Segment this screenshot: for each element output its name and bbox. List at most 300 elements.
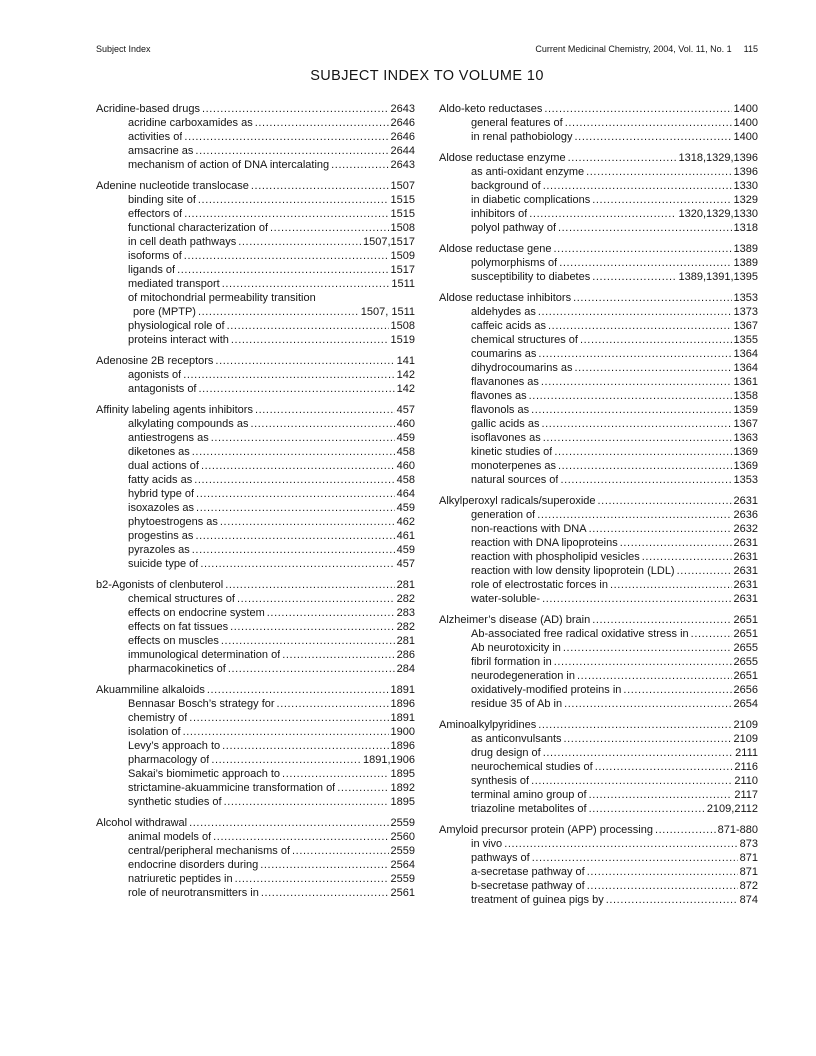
dot-leader — [225, 578, 394, 592]
dot-leader — [227, 319, 389, 333]
dot-leader — [542, 592, 731, 606]
index-subentry — [96, 116, 415, 130]
index-subentry — [96, 501, 415, 515]
index-subentry — [96, 368, 415, 382]
index-subentry-pages: 2111 — [735, 747, 758, 759]
index-subentry-pages: 1330 — [733, 180, 758, 192]
running-header — [96, 44, 758, 55]
index-subentry-label: suicide type of — [128, 558, 199, 570]
index-subentry-label: functional characterization of — [128, 222, 269, 234]
index-subentry-label: neurodegeneration in — [471, 670, 575, 682]
index-subentry-pages: 1373 — [733, 306, 758, 318]
index-subentry-label: b-secretase pathway of — [471, 880, 585, 892]
index-term-label: Akuammiline alkaloids — [96, 684, 205, 696]
index-term-label: Acridine-based drugs — [96, 103, 200, 115]
index-term — [439, 242, 758, 256]
index-subentry — [439, 361, 758, 375]
index-subentry-label: progestins as — [128, 530, 194, 542]
index-subentry-pages: 1396 — [733, 166, 758, 178]
index-subentry-label: neurochemical studies of — [471, 761, 593, 773]
dot-leader — [195, 144, 388, 158]
index-subentry — [96, 459, 415, 473]
index-subentry-label: phytoestrogens as — [128, 516, 218, 528]
index-subentry — [96, 697, 415, 711]
index-subentry-label: ligands of — [128, 264, 176, 276]
dot-leader — [189, 816, 388, 830]
index-term-pages: 141 — [396, 355, 415, 367]
index-subentry-pages: 2559 — [390, 845, 415, 857]
index-subentry — [96, 872, 415, 886]
index-subentry-pages: 282 — [396, 621, 415, 633]
index-subentry — [439, 431, 758, 445]
index-subentry-pages: 1320,1329,1330 — [678, 208, 758, 220]
index-subentry-label: immunological determination of — [128, 649, 281, 661]
index-subentry-label: diketones as — [128, 446, 190, 458]
index-subentry-label: effects on fat tissues — [128, 621, 229, 633]
index-subentry-label: reaction with phospholipid vesicles — [471, 551, 640, 563]
dot-leader — [543, 431, 732, 445]
index-subentry-pages: 2651 — [733, 628, 758, 640]
dot-leader — [558, 459, 732, 473]
index-subentry-label: isoflavones as — [471, 432, 541, 444]
dot-leader — [184, 207, 388, 221]
index-subentry-label: terminal amino group of — [471, 789, 587, 801]
index-subentry — [439, 207, 758, 221]
index-group — [439, 613, 758, 711]
index-subentry — [439, 193, 758, 207]
index-term-label: Amyloid precursor protein (APP) processing — [439, 824, 653, 836]
index-term — [96, 683, 415, 697]
dot-leader — [564, 732, 732, 746]
index-subentry-pages: 2109,2112 — [706, 803, 758, 815]
index-subentry — [439, 417, 758, 431]
index-subentry-pages: 1900 — [390, 726, 415, 738]
index-subentry-label: pyrazoles as — [128, 544, 190, 556]
dot-leader — [194, 473, 394, 487]
index-subentry-pages: 1364 — [733, 348, 758, 360]
dot-leader — [592, 613, 731, 627]
index-subentry-label: non-reactions with DNA — [471, 523, 587, 535]
dot-leader — [554, 445, 731, 459]
dot-leader — [195, 529, 394, 543]
index-subentry-pages: 872 — [739, 880, 758, 892]
index-subentry-label: inhibitors of — [471, 208, 528, 220]
index-subentry-label: in cell death pathways — [128, 236, 237, 248]
index-subentry-label: Levy’s approach to — [128, 740, 221, 752]
index-term — [439, 102, 758, 116]
index-subentry-label: synthetic studies of — [128, 796, 222, 808]
index-subentry — [96, 606, 415, 620]
dot-leader — [610, 578, 732, 592]
index-subentry-pages: 1318 — [733, 222, 758, 234]
index-term-pages: 2559 — [390, 817, 415, 829]
index-subentry — [96, 725, 415, 739]
index-subentry — [439, 592, 758, 606]
index-subentry-pages: 1369 — [733, 446, 758, 458]
index-subentry-label: endocrine disorders during — [128, 859, 259, 871]
index-subentry-label: effects on endocrine system — [128, 607, 265, 619]
index-subentry-pages: 1355 — [733, 334, 758, 346]
dot-leader — [580, 333, 732, 347]
index-subentry — [439, 627, 758, 641]
index-group — [96, 816, 415, 900]
index-term-label: Adenosine 2B receptors — [96, 355, 214, 367]
index-subentry — [96, 249, 415, 263]
index-subentry — [96, 557, 415, 571]
index-term — [96, 354, 415, 368]
index-term-label: Alkylperoxyl radicals/superoxide — [439, 495, 596, 507]
index-subentry-label: monoterpenes as — [471, 460, 556, 472]
index-subentry — [96, 662, 415, 676]
index-group — [439, 242, 758, 284]
index-subentry — [439, 116, 758, 130]
index-subentry-label: in diabetic complications — [471, 194, 591, 206]
index-subentry — [96, 795, 415, 809]
index-subentry-label: antagonists of — [128, 383, 197, 395]
index-subentry-pages: 2643 — [390, 159, 415, 171]
index-subentry — [96, 445, 415, 459]
dot-leader — [565, 116, 732, 130]
dot-leader — [586, 165, 731, 179]
index-group — [96, 179, 415, 347]
index-subentry — [96, 739, 415, 753]
dot-leader — [282, 648, 394, 662]
index-subentry — [439, 760, 758, 774]
index-subentry-pages: 2632 — [733, 523, 758, 535]
index-subentry-label: alkylating compounds as — [128, 418, 249, 430]
index-subentry-pages: 2559 — [390, 873, 415, 885]
index-subentry — [96, 207, 415, 221]
index-subentry — [439, 270, 758, 284]
index-subentry-pages: 2631 — [733, 537, 758, 549]
index-subentry-pages: 464 — [396, 488, 415, 500]
index-subentry-pages: 1891 — [390, 712, 415, 724]
index-subentry-label: role of neurotransmitters in — [128, 887, 259, 899]
dot-leader — [575, 130, 732, 144]
index-subentry-pages: 2646 — [390, 131, 415, 143]
index-subentry-label: fatty acids as — [128, 474, 193, 486]
index-subentry-label: acridine carboxamides as — [128, 117, 253, 129]
index-subentry-label: amsacrine as — [128, 145, 194, 157]
index-subentry-pages: 1895 — [390, 796, 415, 808]
index-subentry-pages: 1891,1906 — [363, 754, 415, 766]
dot-leader — [559, 256, 731, 270]
index-term — [439, 718, 758, 732]
index-subentry — [439, 732, 758, 746]
dot-leader — [207, 683, 389, 697]
index-subentry-label: general features of — [471, 117, 563, 129]
dot-leader — [531, 774, 732, 788]
index-term-pages: 1507 — [390, 180, 415, 192]
index-subentry — [439, 473, 758, 487]
index-subentry — [96, 634, 415, 648]
index-subentry-label: pharmacokinetics of — [128, 663, 226, 675]
index-subentry-label: activities of — [128, 131, 183, 143]
index-subentry — [439, 375, 758, 389]
index-subentry-pages: 2110 — [734, 775, 758, 787]
page-number: 115 — [743, 44, 758, 54]
index-subentry — [96, 886, 415, 900]
index-subentry-pages: 1511 — [391, 278, 415, 290]
dot-leader — [563, 641, 732, 655]
index-subentry — [96, 158, 415, 172]
dot-leader — [592, 193, 731, 207]
dot-leader — [222, 277, 390, 291]
index-subentry-label: reaction with low density lipoprotein (LDL) — [471, 565, 675, 577]
index-subentry-label: treatment of guinea pigs by — [471, 894, 604, 906]
index-subentry-label: as anticonvulsants — [471, 733, 562, 745]
dot-leader — [558, 221, 732, 235]
journal-citation: Current Medicinal Chemistry, 2004, Vol. 11, No. 1 — [535, 44, 732, 54]
dot-leader — [215, 354, 394, 368]
index-subentry-label: proteins interact with — [128, 334, 229, 346]
dot-leader — [235, 872, 389, 886]
index-subentry-label: reaction with DNA lipoproteins — [471, 537, 618, 549]
index-subentry-label: fibril formation in — [471, 656, 552, 668]
index-subentry — [439, 837, 758, 851]
index-group — [96, 403, 415, 571]
index-subentry-pages: 2655 — [733, 642, 758, 654]
index-term-label: Alzheimer’s disease (AD) brain — [439, 614, 591, 626]
index-term-pages: 871-880 — [717, 824, 758, 836]
index-subentry-label: kinetic studies of — [471, 446, 553, 458]
index-subentry-label: background of — [471, 180, 541, 192]
index-subentry — [96, 648, 415, 662]
index-subentry-pages: 281 — [396, 635, 415, 647]
dot-leader — [331, 158, 388, 172]
index-subentry-pages: 1400 — [733, 117, 758, 129]
index-subentry-label: natural sources of — [471, 474, 559, 486]
dot-leader — [606, 893, 738, 907]
dot-leader — [532, 851, 738, 865]
index-subentry — [96, 767, 415, 781]
index-subentry-pages: 1896 — [390, 740, 415, 752]
index-subentry — [439, 536, 758, 550]
index-subentry-label: generation of — [471, 509, 536, 521]
dot-leader — [548, 319, 732, 333]
index-subentry-label: susceptibility to diabetes — [471, 271, 591, 283]
index-subentry — [96, 193, 415, 207]
index-subentry — [439, 508, 758, 522]
index-subentry-pages: 1509 — [390, 250, 415, 262]
dot-leader — [587, 879, 738, 893]
index-term-label: Aldose reductase inhibitors — [439, 292, 572, 304]
index-term-pages: 1318,1329,1396 — [678, 152, 758, 164]
dot-leader — [222, 739, 388, 753]
index-term — [439, 291, 758, 305]
index-subentry-pages: 2654 — [733, 698, 758, 710]
index-subentry — [439, 746, 758, 760]
index-subentry — [96, 711, 415, 725]
index-subentry-label: dihydrocoumarins as — [471, 362, 573, 374]
dot-leader — [504, 837, 737, 851]
index-subentry-pages: 1507, 1511 — [360, 306, 415, 318]
index-subentry — [439, 578, 758, 592]
index-term-label: Alcohol withdrawal — [96, 817, 188, 829]
dot-leader — [213, 830, 388, 844]
index-subentry — [439, 347, 758, 361]
index-subentry-pages: 282 — [396, 593, 415, 605]
index-subentry — [439, 221, 758, 235]
index-subentry — [96, 487, 415, 501]
dot-leader — [568, 151, 677, 165]
dot-leader — [192, 445, 395, 459]
index-subentry-label: caffeic acids as — [471, 320, 547, 332]
index-subentry-label: drug design of — [471, 747, 541, 759]
index-subentry-label: pathways of — [471, 852, 530, 864]
index-subentry-continuation — [96, 291, 415, 305]
index-subentry — [439, 305, 758, 319]
index-subentry — [439, 564, 758, 578]
index-term-label: Aldo-keto reductases — [439, 103, 543, 115]
index-subentry-label: mediated transport — [128, 278, 220, 290]
index-subentry — [96, 473, 415, 487]
dot-leader — [202, 102, 389, 116]
index-term-pages: 457 — [396, 404, 415, 416]
index-subentry — [439, 445, 758, 459]
index-subentry-label: Ab-associated free radical oxidative stress in — [471, 628, 689, 640]
index-subentry — [96, 333, 415, 347]
index-subentry — [439, 893, 758, 907]
dot-leader — [560, 473, 731, 487]
index-subentry-label: a-secretase pathway of — [471, 866, 585, 878]
index-term-pages: 1353 — [733, 292, 758, 304]
index-subentry-pages: 2109 — [733, 733, 758, 745]
index-subentry-pages: 2636 — [733, 509, 758, 521]
index-subentry-label: animal models of — [128, 831, 212, 843]
dot-leader — [531, 403, 731, 417]
index-subentry-pages: 457 — [396, 558, 415, 570]
index-subentry-pages: 1367 — [733, 320, 758, 332]
dot-leader — [211, 753, 361, 767]
index-subentry-label: hybrid type of — [128, 488, 195, 500]
dot-leader — [270, 221, 388, 235]
index-subentry-label: isoforms of — [128, 250, 182, 262]
dot-leader — [620, 536, 732, 550]
index-subentry-pages: 1364 — [733, 362, 758, 374]
index-subentry-label: isoxazoles as — [128, 502, 195, 514]
index-subentry — [96, 144, 415, 158]
dot-leader — [544, 102, 731, 116]
index-subentry-pages: 2631 — [733, 579, 758, 591]
index-term-label: Aldose reductase gene — [439, 243, 552, 255]
index-subentry-pages: 1358 — [733, 390, 758, 402]
dot-leader — [564, 697, 731, 711]
dot-leader — [538, 347, 731, 361]
index-subentry-pages: 2644 — [390, 145, 415, 157]
index-subentry-label: in vivo — [471, 838, 503, 850]
index-subentry-pages: 459 — [396, 502, 415, 514]
index-subentry — [96, 221, 415, 235]
dot-leader — [198, 193, 389, 207]
index-subentry-pages: 1361 — [733, 376, 758, 388]
dot-leader — [541, 417, 731, 431]
index-subentry-label: water-soluble- — [471, 593, 541, 605]
running-header-citation — [535, 44, 758, 55]
index-subentry — [96, 592, 415, 606]
index-subentry — [96, 319, 415, 333]
index-subentry — [439, 788, 758, 802]
index-subentry — [439, 256, 758, 270]
index-subentry-pages: 2116 — [734, 761, 758, 773]
index-subentry-pages: 1359 — [733, 404, 758, 416]
index-subentry — [96, 417, 415, 431]
dot-leader — [237, 592, 395, 606]
index-group — [439, 291, 758, 487]
index-subentry-pages: 1507,1517 — [363, 236, 415, 248]
index-subentry-label: pore (MPTP) — [133, 306, 196, 318]
index-subentry-label: Sakai’s biomimetic approach to — [128, 768, 281, 780]
dot-leader — [267, 606, 395, 620]
index-subentry — [439, 550, 758, 564]
index-subentry-pages: 1329 — [733, 194, 758, 206]
dot-leader — [221, 634, 395, 648]
dot-leader — [623, 683, 731, 697]
dot-leader — [595, 760, 733, 774]
index-subentry-label: dual actions of — [128, 460, 199, 472]
index-subentry — [96, 305, 415, 319]
dot-leader — [337, 781, 388, 795]
dot-leader — [211, 431, 395, 445]
index-subentry-pages: 1508 — [390, 222, 415, 234]
dot-leader — [199, 382, 395, 396]
index-subentry-pages: 2117 — [734, 789, 758, 801]
index-subentry-label: effects on muscles — [128, 635, 219, 647]
index-subentry — [439, 641, 758, 655]
index-subentry-label: Ab neurotoxicity in — [471, 642, 561, 654]
index-columns — [96, 102, 758, 907]
dot-leader — [255, 116, 389, 130]
index-subentry-pages: 460 — [396, 418, 415, 430]
index-subentry-label: binding site of — [128, 194, 196, 206]
index-term-label: Adenine nucleotide translocase — [96, 180, 249, 192]
index-term-pages: 2631 — [733, 495, 758, 507]
dot-leader — [189, 711, 388, 725]
index-column-left — [96, 102, 415, 907]
dot-leader — [589, 802, 705, 816]
index-subentry — [96, 277, 415, 291]
dot-leader — [575, 361, 732, 375]
index-subentry-pages: 462 — [396, 516, 415, 528]
index-term-pages: 1400 — [733, 103, 758, 115]
index-subentry — [439, 333, 758, 347]
index-subentry-pages: 1515 — [390, 208, 415, 220]
index-term-pages: 2651 — [733, 614, 758, 626]
index-term — [96, 102, 415, 116]
index-subentry-pages: 871 — [739, 852, 758, 864]
index-group — [439, 823, 758, 907]
index-term — [439, 613, 758, 627]
index-subentry-label: Bennasar Bosch’s strategy for — [128, 698, 275, 710]
index-term — [439, 823, 758, 837]
index-subentry — [96, 263, 415, 277]
index-term-label: Aldose reductase enzyme — [439, 152, 566, 164]
index-subentry-pages: 1400 — [733, 131, 758, 143]
index-subentry-pages: 1369 — [733, 460, 758, 472]
index-subentry-pages: 460 — [396, 460, 415, 472]
index-term-pages: 2109 — [733, 719, 758, 731]
dot-leader — [587, 865, 738, 879]
index-subentry-label: central/peripheral mechanisms of — [128, 845, 291, 857]
index-subentry — [439, 851, 758, 865]
index-subentry-label: chemical structures of — [471, 334, 578, 346]
dot-leader — [691, 627, 732, 641]
dot-leader — [192, 543, 395, 557]
dot-leader — [529, 207, 676, 221]
dot-leader — [183, 725, 389, 739]
dot-leader — [543, 179, 732, 193]
index-group — [439, 494, 758, 606]
